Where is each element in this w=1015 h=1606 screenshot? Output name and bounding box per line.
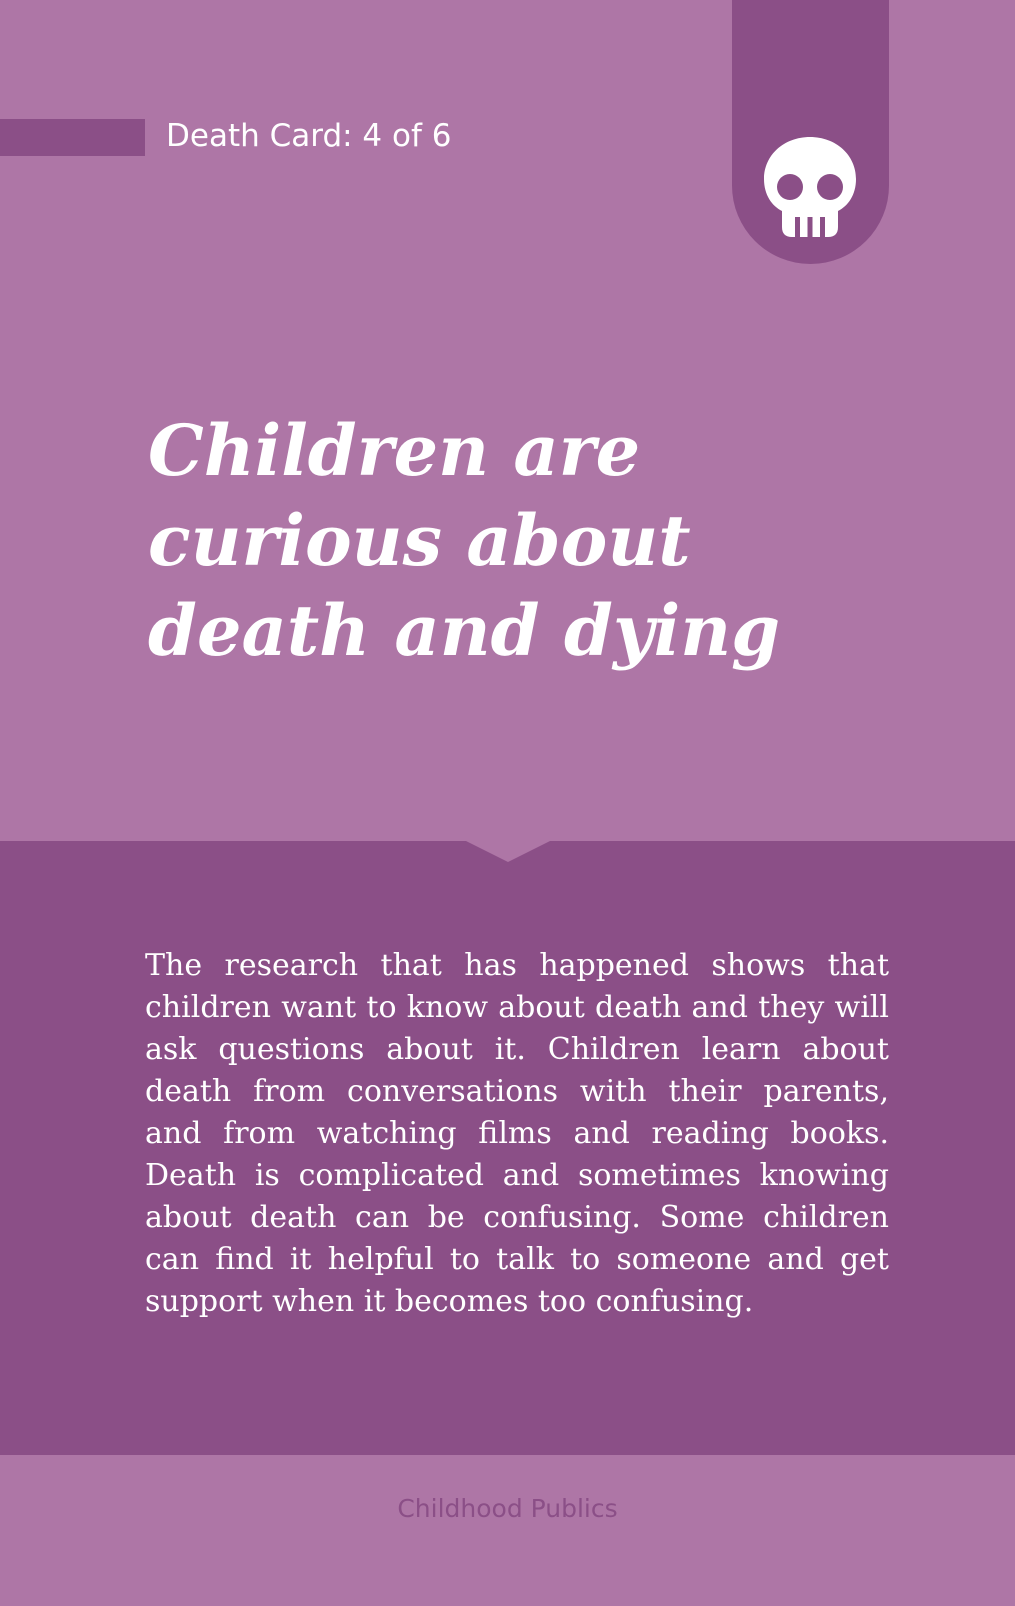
card-counter: Death Card: 4 of 6 <box>166 118 452 154</box>
headline-line: Children are <box>148 409 641 492</box>
headline-line: death and dying <box>148 589 781 672</box>
panel-notch <box>464 840 552 862</box>
footer-credit: Childhood Publics <box>397 1494 618 1523</box>
card-body-text: The research that has happened shows that children want to know about death and they will ask questions about it. Children learn about death from conversations with their parents, and from watching films and reading books. Death is complicated and sometimes knowing about death can be confusing. Some children can find it helpful to talk to someone and get support when it becomes too confusing. <box>145 948 889 1319</box>
headline-line: curious about <box>148 499 691 582</box>
card-headline <box>148 406 928 676</box>
skull-icon <box>764 137 856 237</box>
header-accent-bar <box>0 119 145 156</box>
